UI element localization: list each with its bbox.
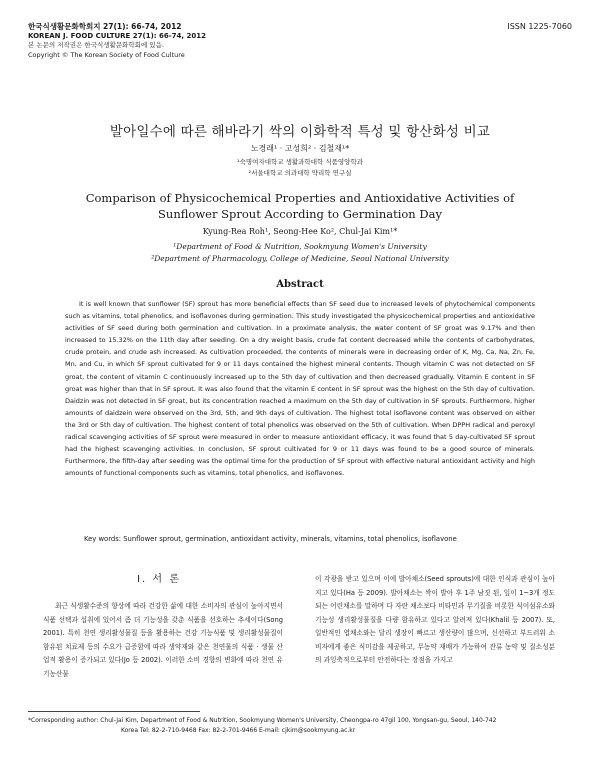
footnote-line-2: Korea Tel: 82-2-710-9468 Fax: 82-2-701-9466 E-mail: cjkim@sookmyung.ac.kr xyxy=(121,727,356,734)
footnote-divider xyxy=(28,711,200,712)
journal-citation-en: KOREAN J. FOOD CULTURE 27(1): 66-74, 2012 xyxy=(28,31,206,40)
title-en-line-1: Comparison of Physicochemical Properties and Antioxidative Activities of xyxy=(85,191,515,205)
affiliations-ko xyxy=(0,157,600,179)
journal-citation-ko: 한국식생활문화학회지 27(1): 66-74, 2012 xyxy=(28,22,182,31)
copyright-note-ko: 본 논문의 저작권은 한국식생활문화학회에 있음. xyxy=(28,41,164,49)
affiliation-ko-1: ¹숙명여자대학교 생활과학대학 식품영양학과 xyxy=(236,158,364,166)
issn: ISSN 1225-7060 xyxy=(507,22,572,31)
authors-ko: 노경래¹ · 고성희² · 김철재¹* xyxy=(250,144,350,153)
affiliation-ko-2: ²서울대학교 의과대학 약리학 연구실 xyxy=(248,169,352,177)
intro-text-left-column: 최근 식생활수준의 향상에 따라 건강한 삶에 대한 소비자의 관심이 높아지면서 식품 선택과 섭취에 있어서 좀 더 기능성을 갖춘 식품을 선호하는 추세이다(Song 2001). 특히 천연 생리활성물질 등을 활용하는 건강 기능식품 및 생리활성물질이 함유된 치료제 등의 수요가 급증함에 따라 생약재와 같은 천연물의 식품 · 생물 산업적 활용이 증가되고 있다(Jo 등 2002). 이러한 소비 경향의 변화에 따라 천연 유기농산물 xyxy=(43,602,283,678)
paper-title-ko: 발아일수에 따른 해바라기 싹의 이화학적 특성 및 항산화성 비교 xyxy=(109,124,491,140)
footnote-line-1: *Corresponding author: Chul-Jai Kim, Department of Food & Nutrition, Sookmyung Women's University, Cheongpa-ro 47gil 100, Yongsan-gu, Seoul, 140-742 xyxy=(28,717,497,724)
keywords-list: Sunflower sprout, germination, antioxidant activity, minerals, vitamins, total phenolics, isoflavone xyxy=(123,535,457,543)
keywords xyxy=(84,535,554,543)
copyright-line: Copyright © The Korean Society of Food Culture xyxy=(28,50,185,59)
keywords-label: Key words: xyxy=(84,535,122,543)
abstract-heading: Abstract xyxy=(276,279,324,290)
section-title-intro: I. 서 론 xyxy=(137,574,181,585)
journal-header xyxy=(28,22,206,60)
affiliation-en-2: ²Department of Pharmacology, College of Medicine, Seoul National University xyxy=(151,253,449,263)
affiliations-en xyxy=(0,241,600,264)
footnote xyxy=(28,716,573,736)
title-en-line-2: Sunflower Sprout According to Germination Day xyxy=(158,207,442,221)
authors-en: Kyung-Rea Roh¹, Seong-Hee Ko², Chul-Jai Kim¹* xyxy=(202,227,398,236)
affiliation-en-1: ¹Department of Food & Nutrition, Sookmyung Women's University xyxy=(173,242,427,251)
intro-text-right-column: 이 각광을 받고 있으며 이에 발아채소(Seed sprouts)에 대한 인식과 관심이 높아지고 있다(Ha 등 2009). 발아채소는 싹이 발아 후 1주 남짓 된, 잎이 1~3개 정도 되는 어린채소를 말하며 다 자란 채소보다 비타민과 무기질을 비롯한 식이섬유소와 기능성 생리활성물질을 다량 함유하고 있다고 알려져 있다(Khalil 등 2007). 또, 일반적인 엽채소와는 달리 생장이 빠르고 생산량이 많으며, 신선하고 부드러워 소비자에게 좋은 식미감을 제공하고, 무농약 재배가 가능하여 잔류 농약 및 질소성분의 과잉축적으로부터 안전하다는 장점을 가지고 xyxy=(315,575,555,664)
paper-title-en xyxy=(0,190,600,222)
abstract-text: It is well known that sunflower (SF) sprout has more beneficial effects than SF seed due to increased levels of phytochemical components such as vitamins, total phenolics, and isoflavones during germination. This study investigated the physicochemical properties and antioxidative activities of SF seed during both germination and cultivation. In a proximate analysis, the water content of SF groat was 9.17% and then increased to 15.32% on the 11th day after seeding. On a dry weight basis, crude fat content decreased while the contents of carbohydrates, crude protein, and crude ash increased. As cultivation proceeded, the contents of minerals were in decreasing order of K, Mg, Ca, Na, Zn, Fe, Mn, and Cu, in which SF sprout cultivated for 9 or 11 days contained the highest mineral contents. Though vitamin C was not detected on SF groat, the content of vitamin C continuously increased up to the 5th day of cultivation and then decreased gradually. Vitamin E content in SF groat was higher than that in SF sprout. It was also found that the vitamin E content in SF sprout was the highest on the 5th day of cultivation. Daidzin was not detected in SF groat, but its concentration reached a maximum on the 5th day of cultivation in SF sprouts. Furthermore, higher amounts of daidzein were observed on the 3rd, 5th, and 9th days of cultivation. The highest total isoflavone content was observed on either the 3rd or 5th day of cultivation. The highest content of total phenolics was observed on the 5th of cultivation. When DPPH radical and peroxyl radical scavenging activities of SF sprout were measured in order to measure antioxidant efficacy, it was found that 5 day-cultivated SF sprout had the highest scavenging activities. In conclusion, SF sprout cultivated for 9 or 11 days was found to be a good source of minerals. Furthermore, the fifth-day after seeding was the optimal time for the production of SF sprout with effective natural antioxidant activity and high amounts of functional components such as vitamins, total phenolics, and isoflavones. xyxy=(65,300,535,478)
